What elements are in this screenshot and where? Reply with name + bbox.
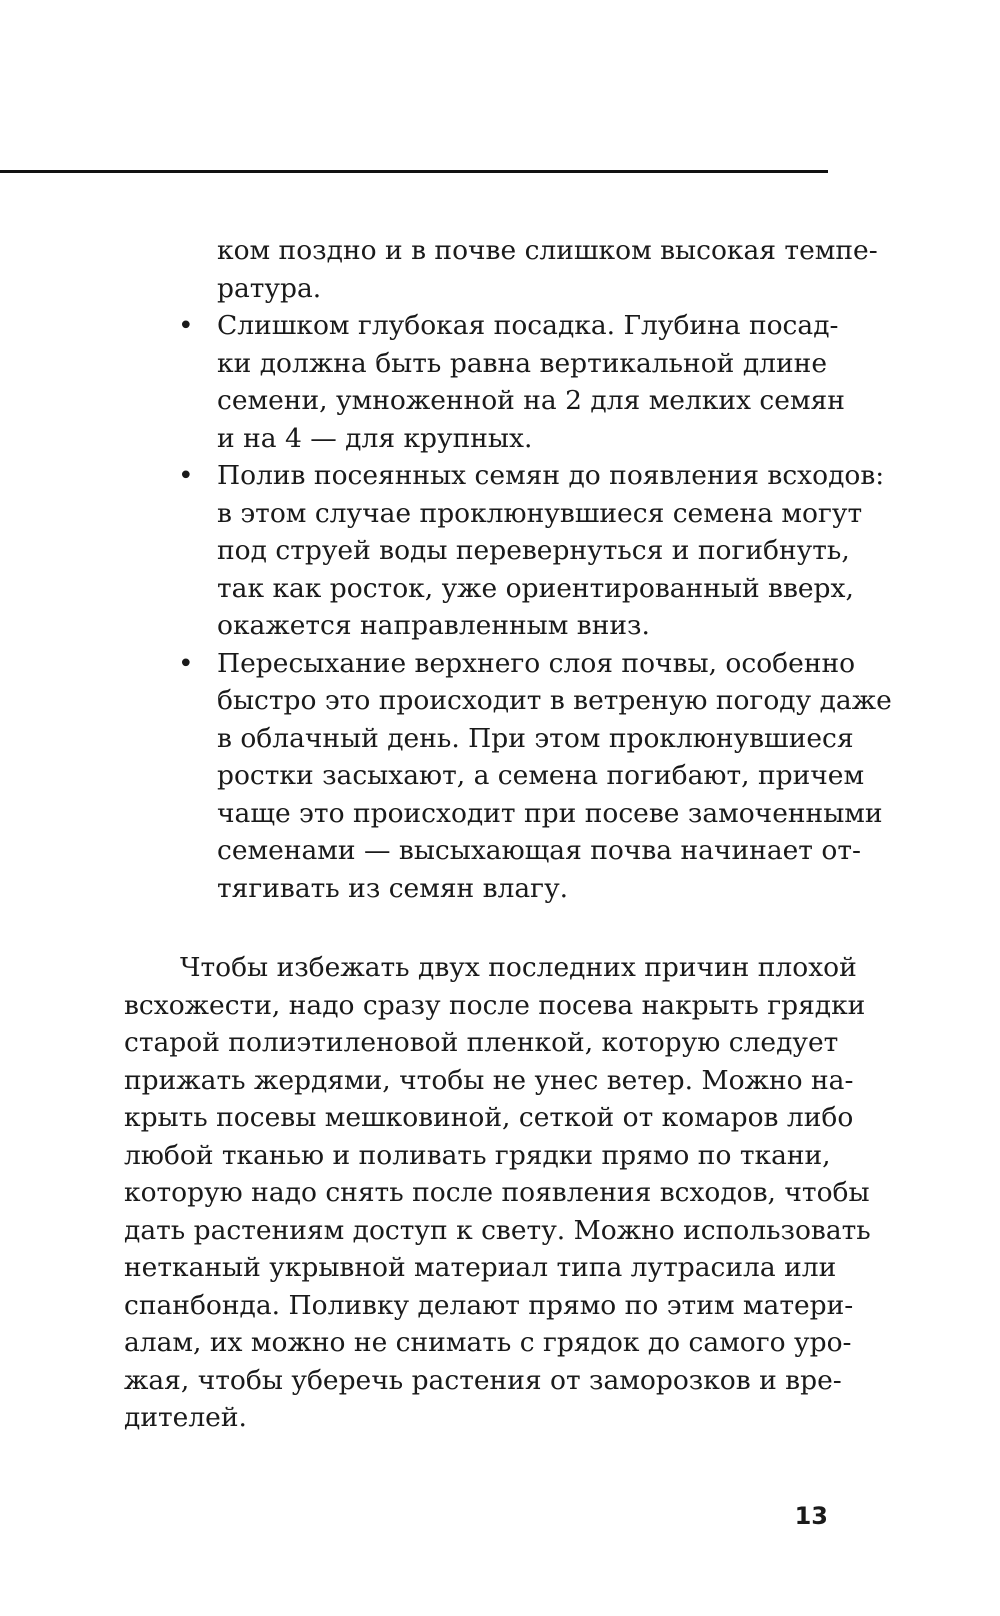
text-line: спанбонда. Поливку делают прямо по этим матери- [124,1289,854,1321]
text-line: ростки засыхают, а семена погибают, причем [217,760,865,791]
text-line: чаще это происходит при посеве замоченными [217,797,883,829]
text-line: семенами — высыхающая почва начинает от- [217,835,861,866]
bullet-icon: • [178,310,194,341]
text-line: тягивать из семян влагу. [217,872,569,904]
list-item [124,645,892,908]
text-line: в этом случае проклюнувшиеся семена могут [217,497,863,529]
text-line: старой полиэтиленовой пленкой, которую следует [124,1027,839,1058]
text-line: любой тканью и поливать грядки прямо по ткани, [124,1139,831,1171]
list-item [124,307,845,457]
text-line: семени, умноженной на 2 для мелких семян [217,385,845,416]
text-line: Слишком глубокая посадка. Глубина посад- [217,310,839,341]
body-paragraph [124,949,871,1437]
text-line: Полив посеянных семян до появления всходов: [217,460,885,491]
text-line: крыть посевы мешковиной, сеткой от комаров либо [124,1102,854,1133]
page-number: 13 [794,1502,828,1530]
text-line: прижать жердями, чтобы не унес ветер. Можно на- [124,1064,854,1096]
bullet-icon: • [178,460,194,491]
header-rule [0,170,828,173]
text-line: ратура. [217,272,322,304]
text-line: жая, чтобы уберечь растения от заморозков и вре- [124,1364,842,1396]
text-line: под струей воды перевернуться и погибнуть, [217,535,850,566]
text-line: быстро это происходит в ветреную погоду даже [217,685,892,716]
text-line: дать растениям доступ к свету. Можно использовать [124,1214,871,1246]
text-line: алам, их можно не снимать с грядок до самого уро- [124,1327,852,1358]
text-line: дителей. [124,1402,247,1433]
text-line: Пересыхание верхнего слоя почвы, особенно [217,647,856,679]
bullet-icon: • [178,647,194,679]
text-line: и на 4 — для крупных. [217,422,533,454]
text-line: ки должна быть равна вертикальной длине [217,347,827,379]
bullet-list [124,232,892,907]
text-line: Чтобы избежать двух последних причин плохой [180,952,857,983]
list-item [124,457,885,645]
continued-list-item [124,232,878,307]
text-line: нетканый укрывной материал типа лутрасила или [124,1252,837,1283]
text-line: которую надо снять после появления всходов, чтобы [124,1177,870,1208]
text-line: окажется направленным вниз. [217,610,650,641]
text-line: всхожести, надо сразу после посева накрыть грядки [124,989,866,1021]
text-line: так как росток, уже ориентированный вверх, [217,572,854,604]
text-line: в облачный день. При этом проклюнувшиеся [217,722,854,754]
text-line: ком поздно и в почве слишком высокая темпе- [217,235,878,266]
